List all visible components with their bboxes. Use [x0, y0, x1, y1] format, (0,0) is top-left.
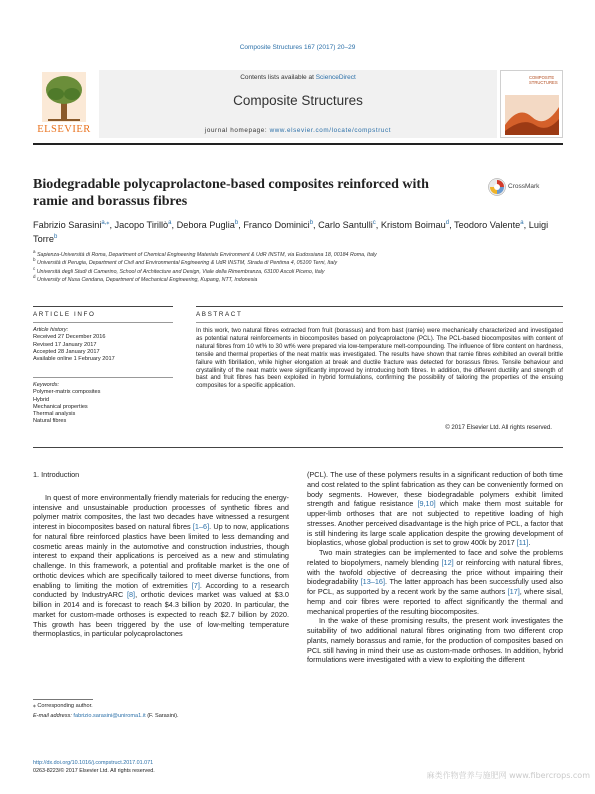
history-item: Accepted 28 January 2017 — [33, 348, 100, 355]
author[interactable] — [33, 220, 109, 230]
affiliation-mark: b — [234, 219, 239, 226]
text-run: , where sisal, hemp and coir fibres were reported to affect significantly the thermal and mechanical properties of the resulting biocomposites. — [307, 587, 563, 616]
text-run: In quest of more environmentally friendly materials for reducing the energy-intensive and unsustainable production processes of synthetic fibres and polymer matrix composites, the last two decades have witnessed a resurgent interest in biocomposites based on natural fibres — [33, 492, 289, 531]
author-name: Teodoro Valente — [454, 220, 521, 230]
affiliation-mark: d — [445, 219, 450, 226]
keyword: Natural fibres — [33, 418, 67, 425]
paragraph — [307, 548, 563, 616]
affiliation — [33, 276, 563, 284]
author-name: Kristom Boimau — [380, 220, 446, 230]
author-name: Luigi Torre — [33, 220, 549, 244]
text-run: Two main strategies can be implemented to face and solve the problems related to biopolymers, namely blending — [307, 548, 563, 567]
article-info-subrule — [33, 322, 173, 323]
text-run: , orthotic devices market was valued at $3.0 billion in 2014 and is forecast to reach $4.3 billion by 2020. In particular, the market for custom-made orthoses is expected to reach $2.7 billion by 2020. This growth has been triggered by the use of low-melting temperature thermoplastics, in particular polycaprolactones — [33, 590, 289, 639]
paragraph — [33, 493, 289, 639]
author[interactable] — [177, 220, 239, 230]
doi-link[interactable]: http://dx.doi.org/10.1016/j.compstruct.2017.01.071 — [33, 760, 154, 766]
crossmark-badge[interactable] — [488, 178, 568, 198]
copyright-line: © 2017 Elsevier Ltd. All rights reserved. — [445, 424, 552, 431]
affiliation-text: Sapienza-Università di Roma, Department of Chemical Engineering Materials Environment & UdR INSTM, via Eudossiana 18, 00184 Roma, Italy — [37, 252, 377, 258]
history-item: Revised 17 January 2017 — [33, 341, 97, 348]
author-name: Jacopo Tirillò — [114, 220, 169, 230]
affiliation-mark: a — [168, 219, 172, 226]
paragraph — [307, 470, 563, 548]
affiliation-text: Università di Perugia, Department of Civil and Environmental Engineering & UdR INSTM, Strada di Pentima 4, 05100 Terni, Italy — [37, 260, 338, 267]
journal-homepage — [99, 127, 497, 134]
footnote-rule — [33, 699, 93, 700]
article-info-rule — [33, 306, 173, 307]
affiliation-mark: c — [372, 219, 376, 226]
author[interactable] — [381, 220, 449, 230]
abstract-text: In this work, two natural fibres extracted from fruit (borassus) and from bast (ramie) were mechanically characterized and investigated as potential natural reinforcements in biocomposites based on polycaprolactone (PCL). The PCL-based biocomposites with content of natural fibres from 10 wt% to 30 wt% were prepared via low-temperature melt-compounding. The influence of fibre content on hardness, tensile and thermal properties of the neat matrix was investigated. The results have shown that ramie fibres exhibited an overall brittle failure with fibrillation, while higher elongation at break and ductile fracture was detected for borassus fibres. Tensile behaviour and crystallinity of the neat matrix were significantly improved by introducing both fibres. In addition, the different ductility and strength of bast and fruit fibres has been exploited in hybrid formulations, confirming the possibility of tailoring the properties of the ensuing composites for a specific application. — [196, 327, 563, 390]
email-link[interactable]: fabrizio.sarasini@uniroma1.it — [73, 712, 146, 719]
keywords-label: Keywords: — [33, 382, 60, 388]
sciencedirect-link[interactable]: ScienceDirect — [315, 74, 356, 81]
affiliation-mark: b — [309, 219, 314, 226]
contents-line — [99, 74, 497, 81]
affiliation — [33, 251, 563, 259]
article-title: Biodegradable polycaprolactone-based composites reinforced with ramie and borassus fibres — [33, 177, 429, 209]
affiliation-mark: a — [520, 219, 524, 226]
author[interactable] — [454, 220, 524, 230]
crossmark-icon — [488, 178, 506, 196]
keyword: Hybrid — [33, 396, 50, 403]
author[interactable] — [318, 220, 376, 230]
article-history — [33, 327, 173, 363]
citation-link[interactable]: [17] — [507, 587, 520, 596]
citation-link[interactable]: [11] — [516, 538, 529, 548]
elsevier-wordmark: ELSEVIER — [37, 124, 91, 135]
email-line — [33, 712, 289, 722]
keywords-rule — [33, 377, 173, 378]
citation-link[interactable]: [12] — [441, 557, 454, 567]
article-footer — [33, 760, 333, 775]
elsevier-tree-icon — [42, 72, 86, 122]
author-name: Debora Puglia — [176, 220, 235, 230]
history-label: Article history: — [33, 327, 69, 333]
author-name: Fabrizio Sarasini — [33, 220, 102, 230]
cover-art-icon — [505, 95, 559, 135]
corresponding-author-note: ⁎ Corresponding author. — [33, 703, 93, 709]
affiliation-mark: b — [33, 257, 36, 263]
affiliation-mark: a,⁎ — [101, 219, 110, 226]
text-run: . The latter approach has been successfully used also for PCL, as supported by a recent work by the same authors — [307, 577, 563, 596]
citation-link[interactable]: [1–6] — [192, 522, 210, 531]
abstract-rule — [196, 306, 563, 307]
homepage-prefix: journal homepage: — [204, 127, 270, 134]
affiliation-mark: a — [33, 249, 36, 255]
right-column — [307, 470, 563, 665]
header-rule — [33, 143, 563, 145]
author-list: Fabrizio Sarasini$^{a,⁎}$, Jacopo Tirillò$^a$, Debora Puglia$^b$, Franco Dominici$^b$, Carlo Santulli$^c$, Kristom Boimau$^d$, Teodoro Valente$^a$, Luigi Torre$^b$ — [33, 219, 549, 244]
email-suffix: (F. Sarasini). — [145, 712, 179, 719]
journal-header — [33, 70, 563, 142]
author-name: Franco Dominici — [243, 220, 310, 230]
homepage-link[interactable]: www.elsevier.com/locate/compstruct — [269, 127, 392, 134]
cover-title-line-1: COMPOSITE — [529, 75, 555, 80]
cover-title-line-2: STRUCTURES — [529, 80, 558, 85]
keyword: Thermal analysis — [33, 411, 76, 418]
abstract-subrule — [196, 322, 563, 323]
contents-prefix: Contents lists available at — [240, 74, 316, 81]
text-run: . — [528, 538, 531, 548]
affiliation-text: University of Nusa Cendana, Department of Mechanical Engineering, Kupang, NTT, Indonesia — [37, 276, 258, 283]
author[interactable] — [243, 220, 313, 230]
history-item: Available online 1 February 2017 — [33, 356, 115, 363]
issn-line: 0263-8223/© 2017 Elsevier Ltd. All rights reserved. — [33, 767, 155, 774]
paragraph: In the wake of these promising results, the present work investigates the suitability of two additional natural fibres originating from two different crop plants, namely borassus and ramie, for the production of composites based on PCL still having in mind their use as custom-made orthoses. In addition, hybrid formulations were investigated with a view to exploiting the different — [307, 616, 563, 665]
author-name: Carlo Santulli — [318, 220, 373, 230]
left-column — [33, 470, 289, 639]
section-heading: 1. Introduction — [33, 470, 80, 479]
text-run: or reinforcing with natural fibres, with the twofold objective of decreasing the price without impairing their biodegradability — [307, 557, 563, 587]
affiliation-text: Università degli Studi di Camerino, School of Architecture and Design, Viale della Rimembranza, 63100 Ascoli Piceno, Italy — [36, 268, 325, 275]
abstract-heading: ABSTRACT — [196, 311, 243, 318]
crossmark-label: CrossMark — [508, 183, 540, 190]
keyword: Mechanical properties — [33, 403, 88, 410]
affiliation-mark: c — [33, 265, 36, 271]
text-run: . According to a research conducted by IndustryARC — [33, 580, 290, 600]
text-run: (PCL). The use of these polymers results in a significant reduction of both time and cost related to the splint fabrication as they can be conveniently formed on body segments. However, these biodegradable polymers exhibit limited strength and fatigue resistance — [307, 470, 563, 509]
journal-title: Composite Structures — [233, 93, 363, 108]
citation-link[interactable]: [13–16] — [360, 577, 386, 587]
article-info-heading: ARTICLE INFO — [33, 311, 96, 318]
keyword: Polymer-matrix composites — [33, 389, 101, 396]
citation-link[interactable]: [8] — [126, 590, 136, 600]
elsevier-logo — [33, 70, 95, 138]
journal-banner — [99, 70, 497, 138]
affiliation — [33, 259, 563, 267]
affiliation-list — [33, 251, 563, 284]
citation-link[interactable]: [9,10] — [417, 499, 436, 509]
email-label: E-mail address: — [33, 712, 74, 719]
author[interactable] — [115, 220, 172, 230]
history-item: Received 27 December 2016 — [33, 334, 106, 341]
text-run: which make them most suitable for upper-limb orthoses that are not subjected to repetitive loading of high stresses. Another perceived disadvantage is the high price of PCL, a factor that is still hindering its large scale application despite the growing development of bioplastics, whose global production is set to grow 400k by 2017 — [307, 499, 563, 548]
cover-title — [529, 75, 563, 85]
body-rule — [33, 447, 563, 448]
footnote — [33, 702, 289, 721]
affiliation-mark: d — [33, 274, 36, 280]
journal-cover-thumbnail — [500, 70, 563, 138]
affiliation — [33, 265, 563, 276]
citation-link[interactable]: [7] — [191, 580, 200, 590]
keywords-block — [33, 382, 173, 426]
text-run: . Up to now, applications for natural fibre reinforced plastics have been limited to less demanding and cosmetic areas mainly in the automotive and construction industries, though interest to expand their applications is perceived as a new and stimulating challenge. In this framework, a potential and profitable market is the one of orthotic devices which are specifically tailored to meet diverse functions, from enabling to limiting the motion of extremities — [33, 522, 289, 590]
affiliation-mark: b — [53, 233, 58, 240]
journal-reference: Composite Structures 167 (2017) 20–29 — [239, 44, 356, 51]
site-watermark: 麻类作物营养与施肥网 www.fibercrops.com — [426, 771, 590, 780]
